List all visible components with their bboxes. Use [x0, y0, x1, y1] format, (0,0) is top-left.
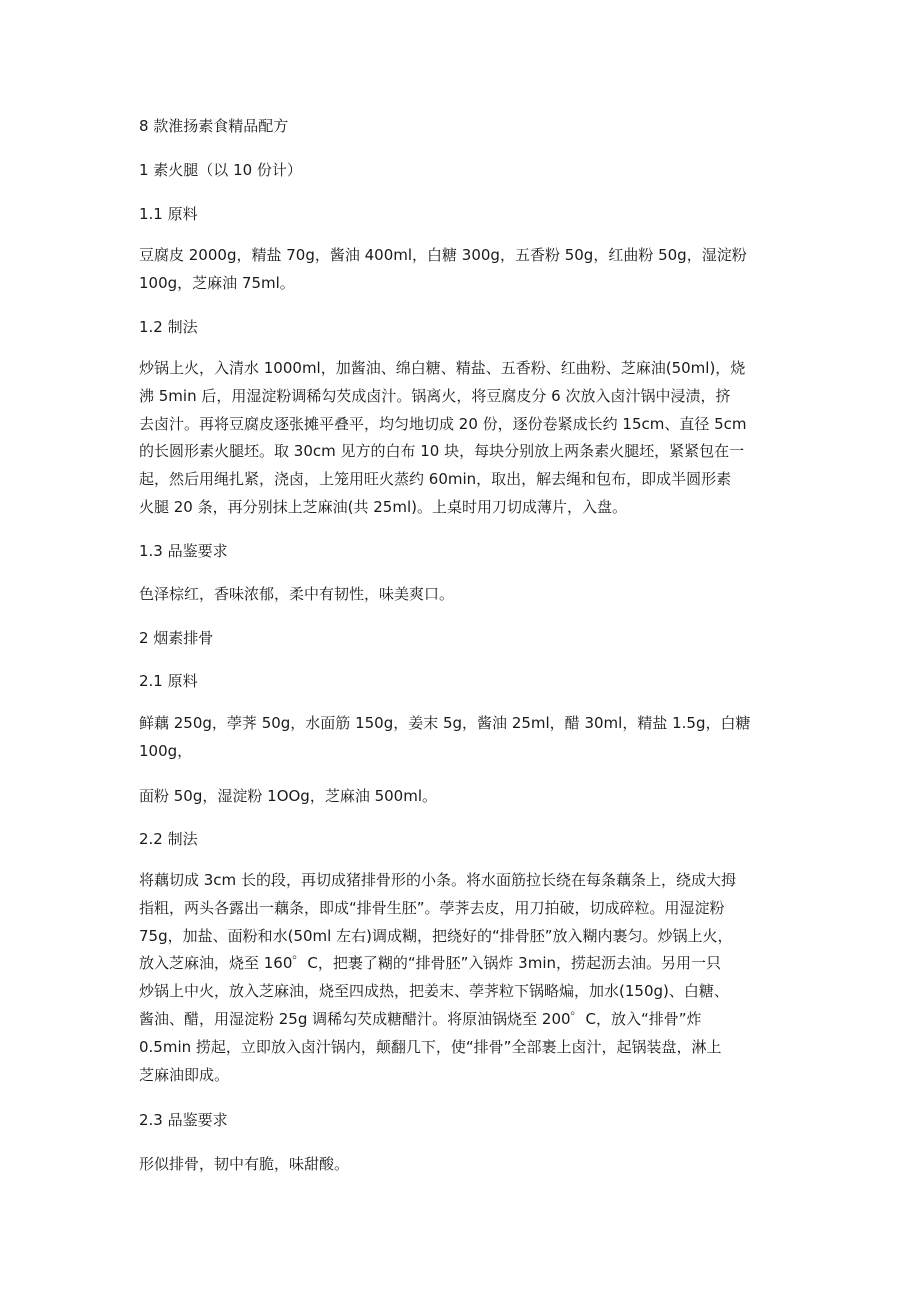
text-line: 100g，芝麻油 75ml。 [139, 273, 295, 292]
section-1-3-text: 色泽棕红，香味浓郁，柔中有韧性，味美爽口。 [139, 585, 455, 603]
text-line: 指粗，两头各露出一藕条，即成“排骨生胚”。荸荠去皮，用刀拍破，切成碎粒。用湿淀粉 [139, 898, 725, 917]
text-line: 的长圆形素火腿坯。取 30cm 见方的白布 10 块，每块分别放上两条素火腿坯，紧紧包在一 [139, 442, 745, 461]
text-line: 0.5min 捞起，立即放入卤汁锅内，颠翻几下，使“排骨”全部裹上卤汁，起锅装盘，淋上 [139, 1037, 722, 1056]
text-line: 放入芝麻油，烧至 160゜C，把裹了糊的“排骨胚”入锅炸 3min，捞起沥去油。另用一只 [139, 954, 722, 973]
text-line: 75g，加盐、面粉和水(50ml 左右)调成糊，把绕好的“排骨胚”放入糊内裹匀。炒锅上火， [139, 926, 733, 945]
text-line: 沸 5min 后，用湿淀粉调稀勾芡成卤汁。锅离火，将豆腐皮分 6 次放入卤汁锅中浸渍，挤 [139, 386, 731, 405]
section-2-1-heading: 2.1 原料 [139, 672, 198, 690]
text-line: 豆腐皮 2000g，精盐 70g，酱油 400ml，白糖 300g，五香粉 50g，红曲粉 50g，湿淀粉 [139, 246, 747, 264]
text-line: 去卤汁。再将豆腐皮逐张摊平叠平，均匀地切成 20 份，逐份卷紧成长约 15cm、直径 5cm [139, 414, 747, 433]
text-line: 起，然后用绳扎紧，浇卤，上笼用旺火蒸约 60min，取出，解去绳和包布，即成半圆形素 [139, 470, 732, 489]
section-2-1-ingredients [139, 710, 779, 766]
text-line: 鲜藕 250g，荸荠 50g，水面筋 150g，姜末 5g，酱油 25ml，醋 30ml，精盐 1.5g，白糖 [139, 714, 751, 732]
section-1-1-ingredients [139, 242, 779, 298]
text-line: 炒锅上中火，放入芝麻油，烧至四成热，把姜末、荸荠粒下锅略煸，加水(150g)、白糖、 [139, 982, 729, 1001]
section-2-1-ingredients-continued: 面粉 50g，湿淀粉 1OOg，芝麻油 500ml。 [139, 787, 438, 805]
document-title: 8 款淮扬素食精品配方 [139, 117, 289, 135]
text-line: 芝麻油即成。 [139, 1065, 230, 1084]
section-2-2-method [139, 867, 779, 1089]
section-1-2-heading: 1.2 制法 [139, 318, 198, 336]
section-1-3-heading: 1.3 品鉴要求 [139, 542, 228, 560]
section-1-2-method [139, 355, 779, 522]
section-2-heading: 2 烟素排骨 [139, 629, 214, 647]
section-1-1-heading: 1.1 原料 [139, 205, 198, 223]
section-2-3-heading: 2.3 品鉴要求 [139, 1111, 228, 1129]
text-line: 酱油、醋，用湿淀粉 25g 调稀勾芡成糖醋汁。将原油锅烧至 200゜C，放入“排骨”炸 [139, 1009, 702, 1028]
section-2-3-text: 形似排骨，韧中有脆，味甜酸。 [139, 1155, 350, 1173]
text-line: 炒锅上火，入清水 1000ml，加酱油、绵白糖、精盐、五香粉、红曲粉、芝麻油(50ml)，烧 [139, 359, 746, 377]
text-line: 将藕切成 3cm 长的段，再切成猪排骨形的小条。将水面筋拉长绕在每条藕条上，绕成大拇 [139, 871, 736, 889]
text-line: 火腿 20 条，再分别抹上芝麻油(共 25ml)。上桌时用刀切成薄片，入盘。 [139, 497, 627, 516]
text-line: 100g， [139, 741, 193, 760]
section-2-2-heading: 2.2 制法 [139, 830, 198, 848]
section-1-heading: 1 素火腿（以 10 份计） [139, 161, 302, 179]
